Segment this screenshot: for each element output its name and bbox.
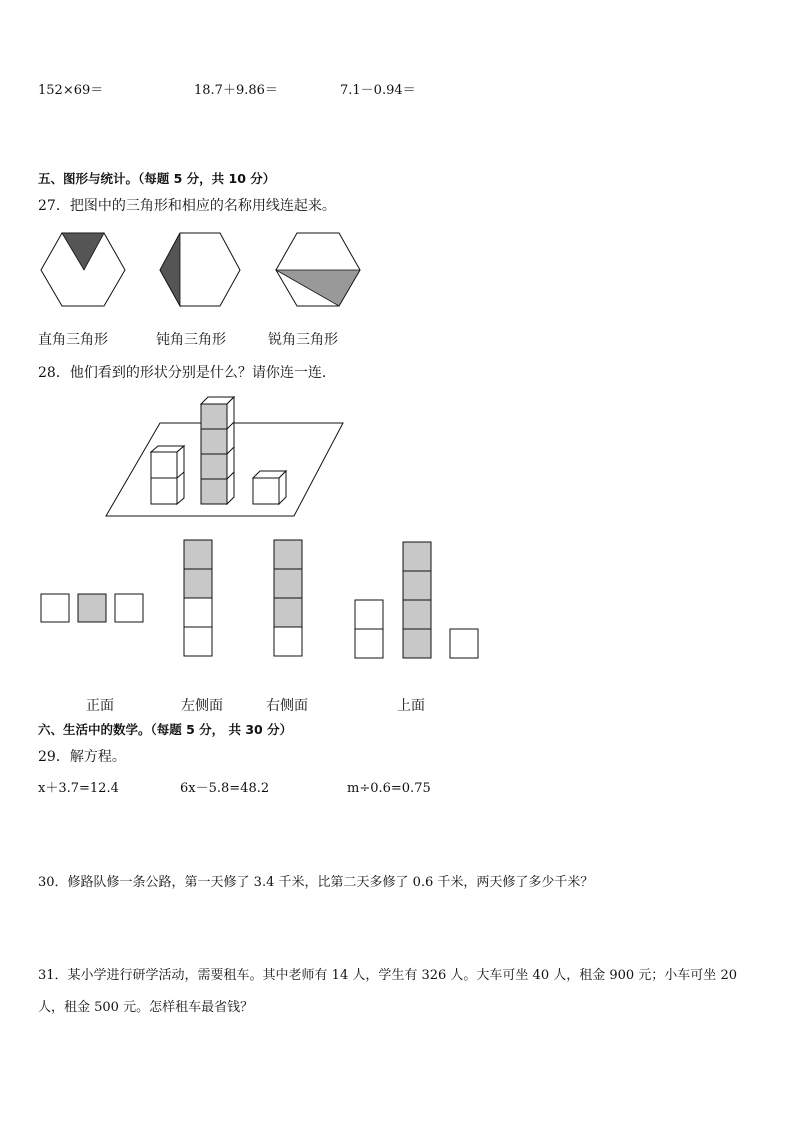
hexagon-figure-3 bbox=[276, 233, 360, 306]
hexagon-figure-1 bbox=[41, 233, 125, 306]
question-29: 29．解方程。 bbox=[38, 749, 126, 765]
triangle-name-obtuse: 钝角三角形 bbox=[156, 332, 226, 348]
view-label-top: 上面 bbox=[397, 698, 425, 714]
view-label-right: 右侧面 bbox=[266, 698, 308, 714]
view-label-left: 左侧面 bbox=[181, 698, 223, 714]
hexagon-figure-2 bbox=[160, 233, 240, 306]
cube-scene bbox=[106, 397, 343, 516]
left-cube-stack bbox=[151, 446, 184, 504]
calc-item-2: 18.7＋9.86＝ bbox=[194, 83, 278, 98]
tall-cube-stack bbox=[201, 397, 234, 504]
single-cube bbox=[253, 471, 286, 504]
view-option-column-2 bbox=[274, 540, 302, 656]
view-option-front bbox=[41, 594, 143, 622]
question-31-line-2: 人，租金 500 元。怎样租车最省钱？ bbox=[38, 1000, 254, 1015]
equation-2: 6x－5.8=48.2 bbox=[180, 781, 270, 796]
triangle-name-right: 直角三角形 bbox=[38, 332, 108, 348]
question-28: 28．他们看到的形状分别是什么？请你连一连. bbox=[38, 365, 327, 381]
question-27: 27．把图中的三角形和相应的名称用线连起来。 bbox=[38, 198, 336, 214]
question-30: 30．修路队修一条公路，第一天修了 3.4 千米，比第二天多修了 0.6 千米，两天修了多少千米？ bbox=[38, 875, 594, 890]
triangle-name-acute: 锐角三角形 bbox=[268, 332, 338, 348]
calc-item-3: 7.1－0.94＝ bbox=[340, 83, 416, 98]
equation-3: m÷0.6=0.75 bbox=[347, 781, 431, 796]
section-6-heading: 六、生活中的数学。（每题 5 分， 共 30 分） bbox=[38, 722, 293, 737]
view-option-column-1 bbox=[184, 540, 212, 656]
view-label-front: 正面 bbox=[86, 698, 114, 714]
equation-1: x＋3.7=12.4 bbox=[38, 781, 119, 796]
calc-item-1: 152×69＝ bbox=[38, 83, 104, 98]
question-31-line-1: 31．某小学进行研学活动，需要租车。其中老师有 14 人，学生有 326 人。大车可坐 40 人，租金 900 元；小车可坐 20 bbox=[38, 968, 737, 983]
view-option-side bbox=[355, 542, 478, 658]
section-5-heading: 五、图形与统计。（每题 5 分，共 10 分） bbox=[38, 171, 276, 186]
